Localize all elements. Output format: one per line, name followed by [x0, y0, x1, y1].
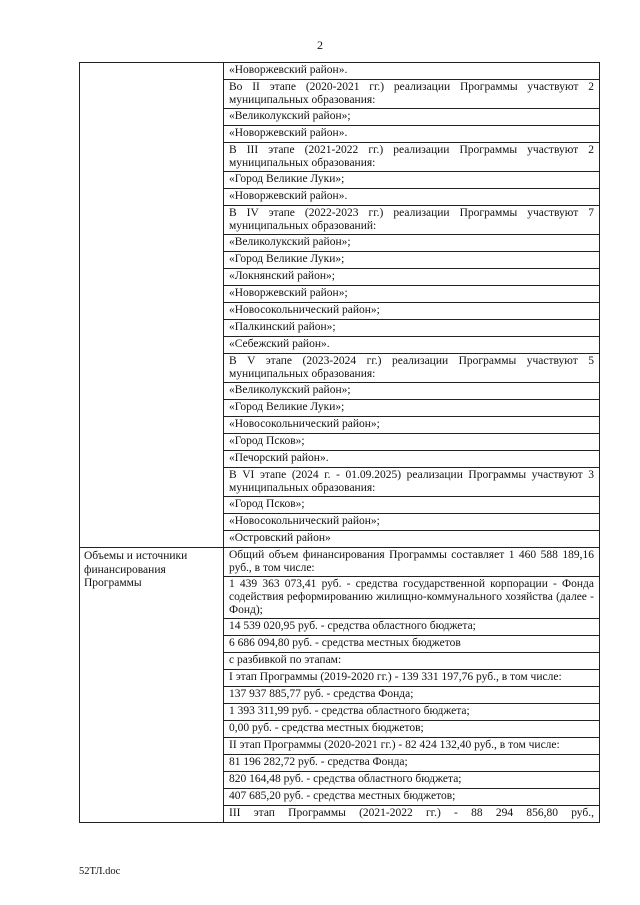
list-item: Во II этапе (2020-2021 гг.) реализации Программы участвуют 2 муниципальных образования: — [224, 80, 599, 109]
row-label: Объемы и источники финансирования Программы — [84, 550, 188, 589]
list-item: «Новосокольнический район»; — [224, 417, 599, 434]
list-item: III этап Программы (2021-2022 гг.) - 88 294 856,80 руб., — [229, 807, 594, 819]
list-item: «Новоржевский район». — [224, 126, 599, 143]
document-filename: 52ТЛ.doc — [79, 866, 121, 877]
list-item: 14 539 020,95 руб. - средства областного бюджета; — [224, 619, 599, 636]
table-row — [80, 63, 600, 548]
list-item: В III этапе (2021-2022 гг.) реализации Программы участвуют 2 муниципальных образования: — [224, 143, 599, 172]
row-label-cell — [80, 548, 224, 823]
list-item: «Город Псков»; — [224, 497, 599, 514]
row-content-cell — [224, 548, 600, 823]
list-item: «Островский район» — [229, 532, 331, 544]
row-label — [80, 63, 223, 65]
list-item: «Себежский район». — [224, 337, 599, 354]
list-item: 6 686 094,80 руб. - средства местных бюджетов — [224, 636, 599, 653]
list-item: I этап Программы (2019-2020 гг.) - 139 331 197,76 руб., в том числе: — [224, 670, 599, 687]
list-item: В V этапе (2023-2024 гг.) реализации Программы участвуют 5 муниципальных образования: — [224, 354, 599, 383]
list-item: «Великолукский район»; — [224, 109, 599, 126]
list-item: «Город Великие Луки»; — [224, 400, 599, 417]
list-item: Общий объем финансирования Программы составляет 1 460 588 189,16 руб., в том числе: — [224, 548, 599, 577]
page-number: 2 — [317, 38, 323, 52]
list-item: «Великолукский район»; — [224, 383, 599, 400]
list-item: 137 937 885,77 руб. - средства Фонда; — [224, 687, 599, 704]
list-item: «Новоржевский район»; — [224, 286, 599, 303]
program-passport-table — [79, 62, 600, 823]
list-item: «Город Псков»; — [224, 434, 599, 451]
list-item: В VI этапе (2024 г. - 01.09.2025) реализации Программы участвуют 3 муниципальных образования: — [224, 468, 599, 497]
list-item: 81 196 282,72 руб. - средства Фонда; — [224, 755, 599, 772]
list-item: «Новосокольнический район»; — [224, 303, 599, 320]
list-item: 407 685,20 руб. - средства местных бюджетов; — [224, 789, 599, 806]
list-item: «Печорский район». — [224, 451, 599, 468]
list-item: «Новосокольнический район»; — [224, 514, 599, 531]
list-item: II этап Программы (2020-2021 гг.) - 82 424 132,40 руб., в том числе: — [224, 738, 599, 755]
table-row — [80, 548, 600, 823]
row-content-cell — [224, 63, 600, 548]
list-item: «Великолукский район»; — [224, 235, 599, 252]
list-item: с разбивкой по этапам: — [224, 653, 599, 670]
row-label-cell — [80, 63, 224, 548]
list-item: 820 164,48 руб. - средства областного бюджета; — [224, 772, 599, 789]
list-item: «Локнянский район»; — [224, 269, 599, 286]
list-item: «Новоржевский район». — [224, 63, 599, 80]
list-item: «Город Великие Луки»; — [224, 172, 599, 189]
list-item: «Город Великие Луки»; — [224, 252, 599, 269]
list-item: «Новоржевский район». — [224, 189, 599, 206]
list-item: 1 393 311,99 руб. - средства областного бюджета; — [224, 704, 599, 721]
list-item: В IV этапе (2022-2023 гг.) реализации Программы участвуют 7 муниципальных образований: — [224, 206, 599, 235]
list-item: «Палкинский район»; — [224, 320, 599, 337]
list-item: 0,00 руб. - средства местных бюджетов; — [224, 721, 599, 738]
list-item: 1 439 363 073,41 руб. - средства государственной корпорации - Фонда содействия реформированию жилищно-коммунального хозяйства (далее - Фонд); — [224, 577, 599, 619]
